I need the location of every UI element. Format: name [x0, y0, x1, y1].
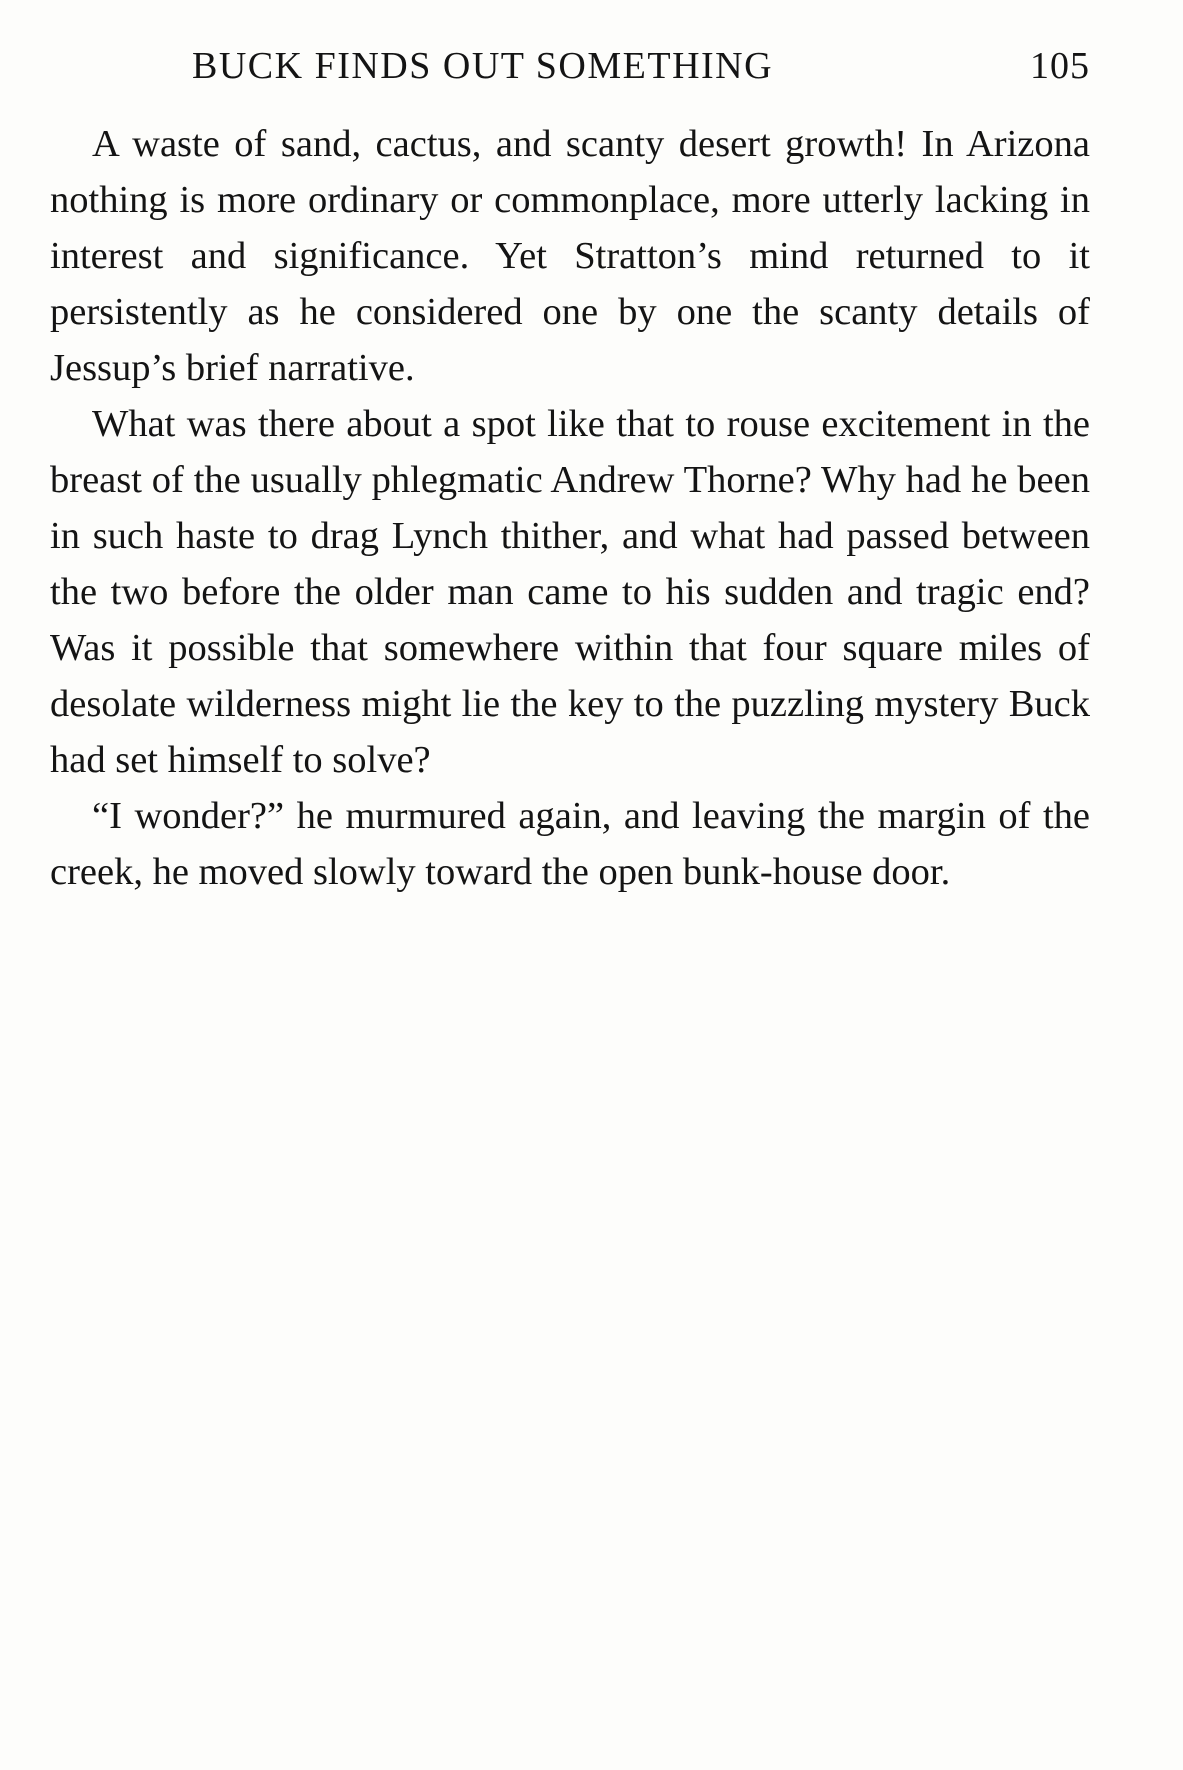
paragraph: A waste of sand, cactus, and scanty desert growth! In Arizona nothing is more ordinary or commonplace, more utterly lacking in interest and significance. Yet Stratton’s mind returned to it persistently as he considered one by one the scanty details of Jessup’s brief narrative. — [50, 123, 1090, 389]
page-number: 105 — [1030, 45, 1090, 87]
paragraph: “I wonder?” he murmured again, and leaving the margin of the creek, he moved slowly toward the open bunk-house door. — [50, 795, 1090, 893]
running-title: BUCK FINDS OUT SOMETHING — [192, 45, 774, 87]
paragraph: What was there about a spot like that to rouse excitement in the breast of the usually phlegmatic Andrew Thorne? Why had he been in such haste to drag Lynch thither, and what had passed between the two before the older man came to his sudden and tragic end? Was it possible that somewhere within that four square miles of desolate wilderness might lie the key to the puzzling mystery Buck had set himself to solve? — [50, 403, 1090, 781]
body-text — [50, 116, 1090, 900]
running-head — [50, 44, 1090, 104]
